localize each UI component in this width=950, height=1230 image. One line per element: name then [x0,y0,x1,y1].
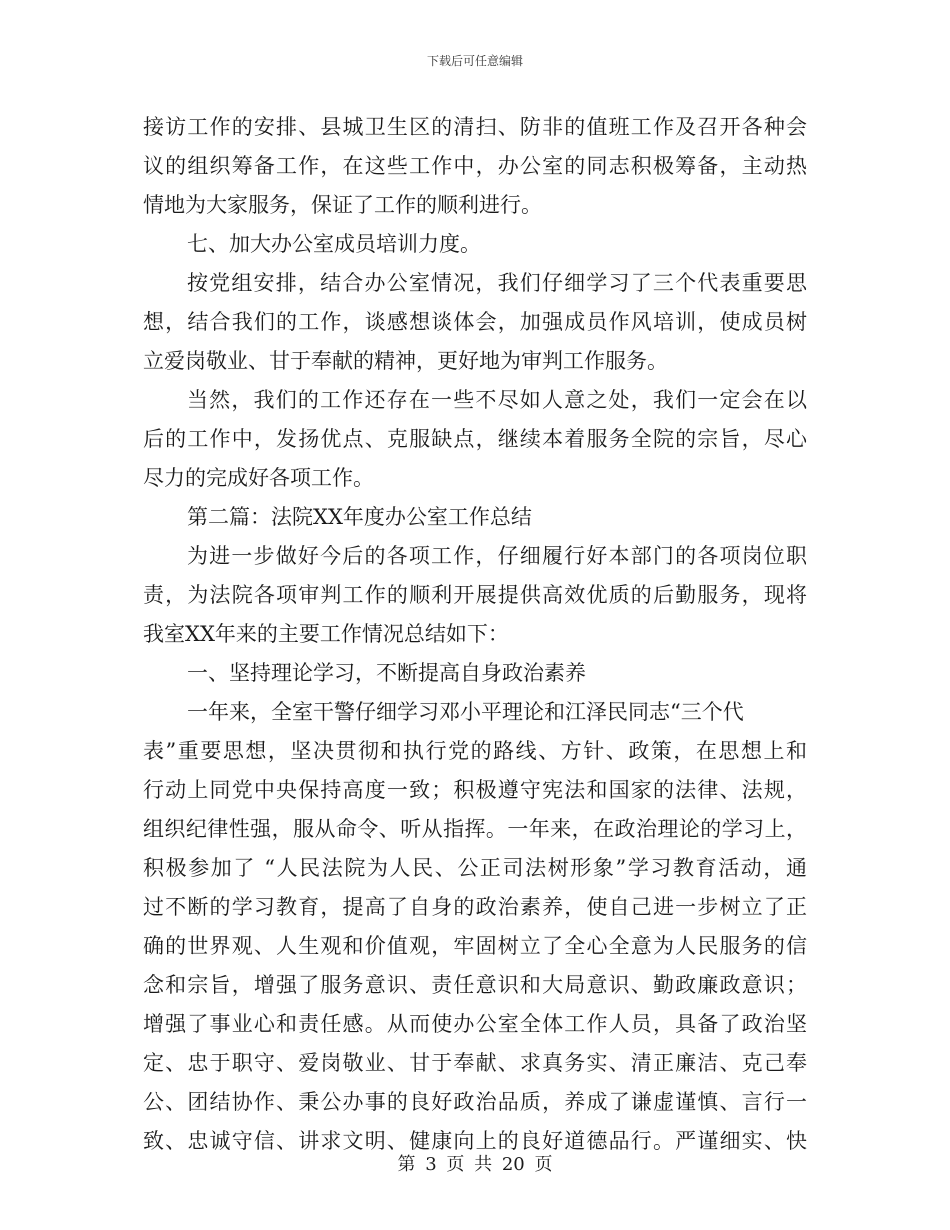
text-line: 为进一步做好今后的各项工作，仔细履行好本部门的各项岗位职 [187,544,807,568]
text-line: 行动上同党中央保持高度一致；积极遵守宪法和国家的法律、法规， [143,778,807,802]
text-line: 我室XX年来的主要工作情况总结如下： [143,622,509,646]
text-line: 接访工作的安排、县城卫生区的清扫、防非的值班工作及召开各种会 [143,115,807,139]
text-line: 表”重要思想，坚决贯彻和执行党的路线、方针、政策，在思想上和 [143,739,807,763]
text-line: 后的工作中，发扬优点、克服缺点，继续本着服务全院的宗旨，尽心 [143,427,807,451]
text-line: 当然，我们的工作还存在一些不尽如人意之处，我们一定会在以 [187,388,807,412]
text-line: 确的世界观、人生观和价值观，牢固树立了全心全意为人民服务的信 [143,934,807,958]
text-line: 念和宗旨，增强了服务意识、责任意识和大局意识、勤政廉政意识； [143,973,807,997]
text-line: 一年来，全室干警仔细学习邓小平理论和江泽民同志“三个代 [187,700,744,724]
page-number: 第 3 页 共 20 页 [397,1154,553,1175]
text-line: 积极参加了 “人民法院为人民、公正司法树形象”学习教育活动，通 [143,856,807,880]
text-line: 想，结合我们的工作，谈感想谈体会，加强成员作风培训，使成员树 [143,310,807,334]
text-line: 公、团结协作、秉公办事的良好政治品质，养成了谦虚谨慎、言行一 [143,1090,807,1114]
text-line: 议的组织筹备工作，在这些工作中，办公室的同志积极筹备，主动热 [143,154,807,178]
body-text [143,108,807,1161]
text-line: 定、忠于职守、爱岗敬业、甘于奉献、求真务实、清正廉洁、克己奉 [143,1051,807,1075]
section-heading: 七、加大办公室成员培训力度。 [187,232,481,256]
text-line: 责，为法院各项审判工作的顺利开展提供高效优质的后勤服务，现将 [143,583,807,607]
text-line: 按党组安排，结合办公室情况，我们仔细学习了三个代表重要思 [187,271,807,295]
text-line: 立爱岗敬业、甘于奉献的精神，更好地为审判工作服务。 [143,349,668,373]
text-line: 过不断的学习教育，提高了自身的政治素养，使自己进一步树立了正 [143,895,807,919]
chapter-title: 第二篇：法院XX年度办公室工作总结 [187,505,532,529]
page-header-note: 下载后可任意编辑 [426,54,523,68]
text-line: 致、忠诚守信、讲求文明、健康向上的良好道德品行。严谨细实、快 [143,1129,807,1153]
text-line: 尽力的完成好各项工作。 [143,466,374,490]
text-line: 组织纪律性强，服从命令、听从指挥。一年来，在政治理论的学习上， [143,817,807,841]
text-line: 增强了事业心和责任感。从而使办公室全体工作人员，具备了政治坚 [143,1012,807,1036]
section-heading: 一、坚持理论学习，不断提高自身政治素养 [187,661,586,685]
text-line: 情地为大家服务，保证了工作的顺利进行。 [143,193,542,217]
